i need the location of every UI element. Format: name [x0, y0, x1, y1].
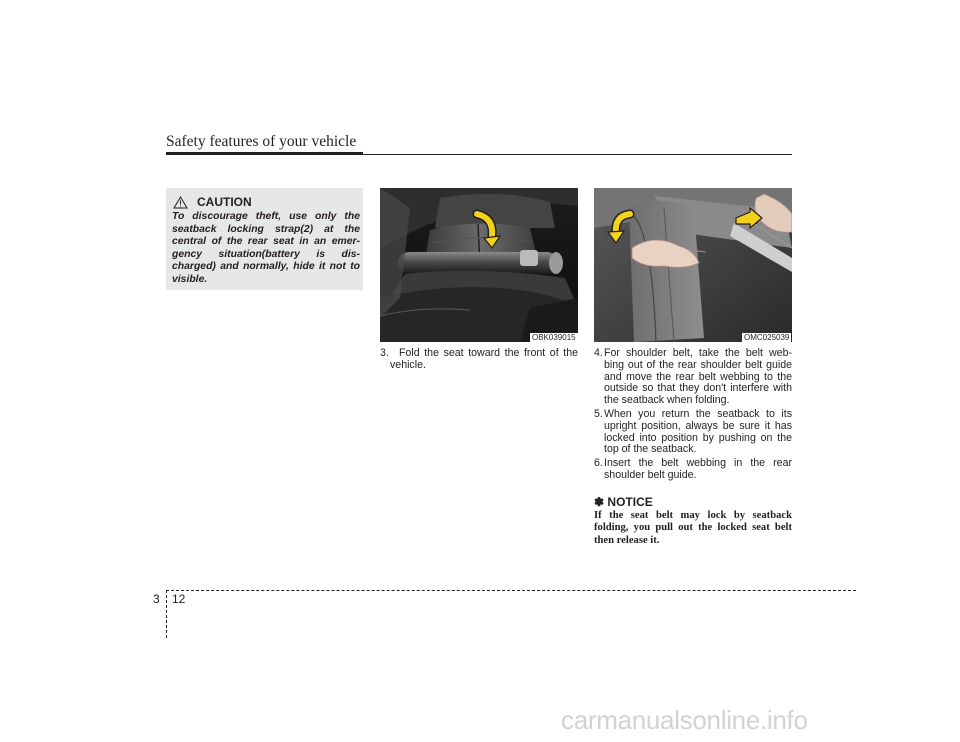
step-5: [594, 409, 792, 456]
rear-seat-photo: [380, 188, 578, 342]
step-number: 3.: [380, 347, 389, 359]
step-text: Insert the belt webbing in the rear shoulder belt guide.: [604, 457, 792, 481]
header-rule-thick: [166, 152, 363, 155]
caution-text: To discourage theft, use only the seatback locking strap(2) at the central of the rear seat in an emer-gency situation(battery is dis-charged) and normally, hide it not to visible.: [172, 211, 360, 285]
header-rule-thin: [363, 154, 792, 155]
notice-symbol-icon: ✽: [594, 495, 605, 509]
section-title: Safety features of your vehicle: [166, 133, 357, 150]
belt-guide-illustration: [594, 188, 792, 342]
step-text: Fold the seat toward the front of the vehicle.: [390, 347, 578, 371]
rear-seat-illustration: [380, 188, 578, 342]
caution-title: CAUTION: [197, 195, 252, 209]
page-number: 12: [172, 592, 186, 606]
notice-title: [594, 495, 653, 509]
footer-divider: [166, 590, 167, 638]
step-text: When you return the seatback to its upright position, always be sure it has locked into position by pushing on the top of the seatback.: [604, 408, 792, 456]
step-number: 6.: [594, 457, 603, 469]
step-text: For shoulder belt, take the belt web-bing out of the rear shoulder belt guide and move the rear belt webbing to the outside so that they don't interfere with the seatback when folding.: [604, 347, 792, 407]
notice-text: If the seat belt may lock by seatback folding, you pull out the locked seat belt then release it.: [594, 510, 792, 546]
figure-code: OMC025039: [744, 333, 790, 342]
step-number: 5.: [594, 408, 603, 420]
step-3: [380, 348, 578, 372]
caution-header: [173, 195, 252, 209]
footer-rule: [166, 590, 856, 591]
notice-label: NOTICE: [607, 495, 653, 509]
step-4: [594, 348, 792, 407]
step-number: 4.: [594, 347, 603, 359]
warning-triangle-icon: [173, 196, 188, 209]
figure-code: OBK039015: [532, 333, 576, 342]
step-6: [594, 458, 792, 482]
belt-guide-photo: [594, 188, 792, 342]
watermark: carmanualsonline.info: [561, 705, 808, 735]
chapter-number: 3: [153, 592, 160, 606]
